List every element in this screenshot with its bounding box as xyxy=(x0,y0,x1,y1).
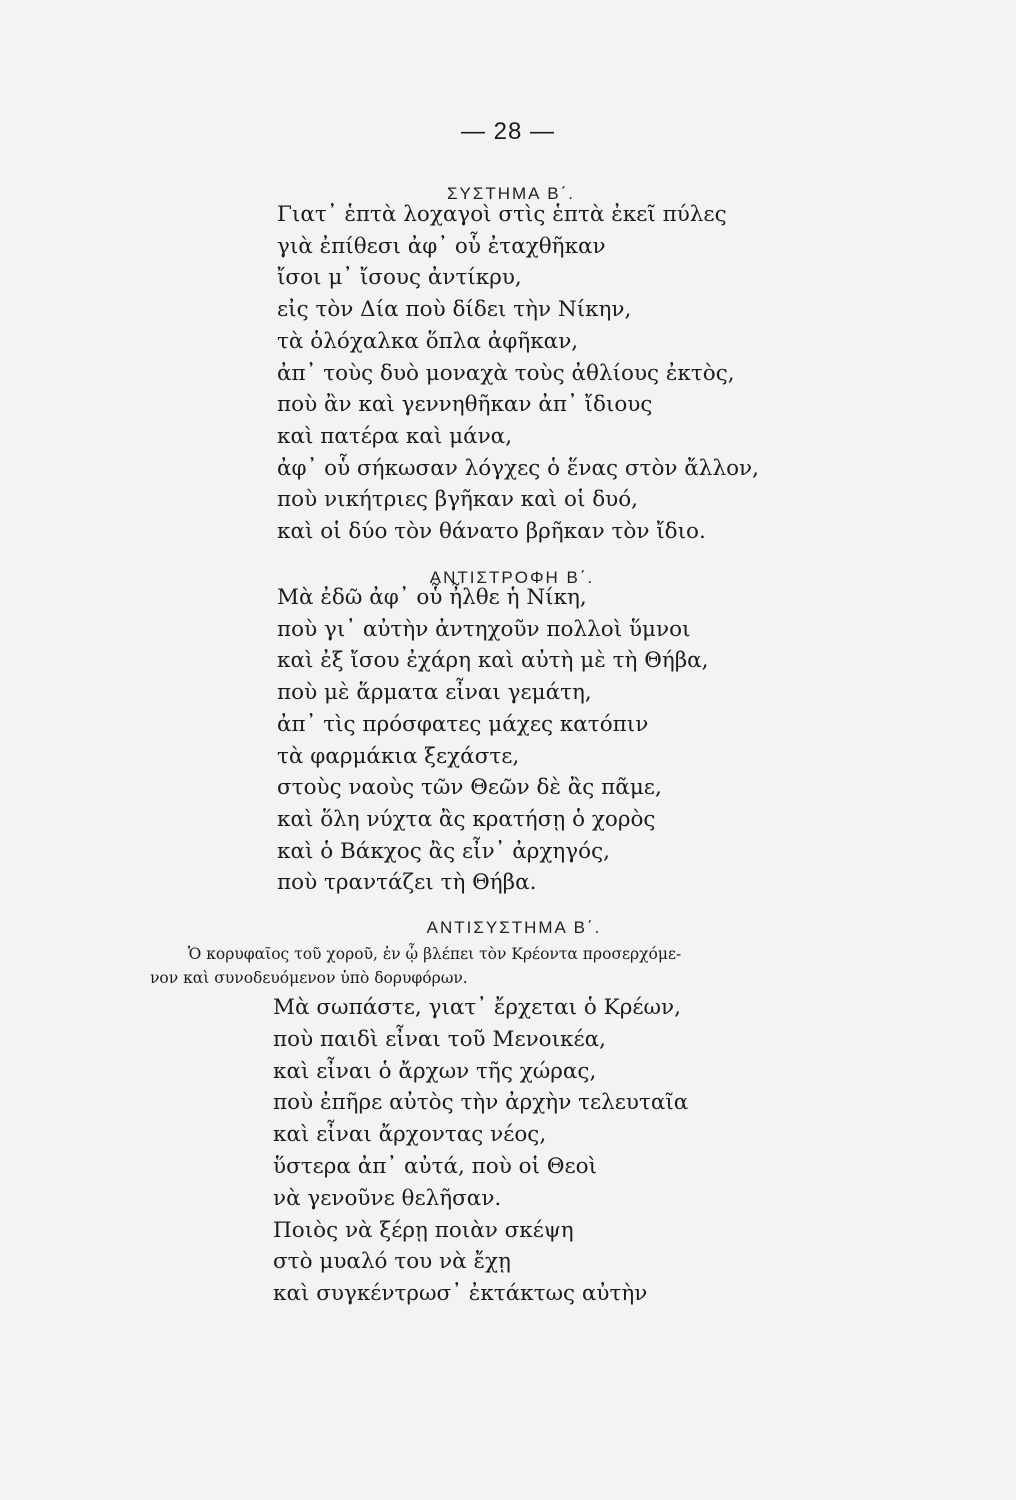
section-heading-systema: ΣΥΣΤΗΜΑ Β΄. xyxy=(446,184,576,203)
verse-line: στὸ μυαλό του νὰ ἔχῃ xyxy=(273,1249,511,1275)
verse-line: ἀφ᾿ οὗ σήκωσαν λόγχες ὁ ἕνας στὸν ἄλλον, xyxy=(277,455,759,481)
verse-line: γιὰ ἐπίθεσι ἀφ᾿ οὗ ἐταχθῆκαν xyxy=(277,233,606,259)
section-heading-antistrophe: ΑΝΤΙΣΤΡΟΦΗ Β΄. xyxy=(429,568,595,587)
verse-line: ὕστερα ἀπ᾿ αὐτά, ποὺ οἱ Θεοὶ xyxy=(273,1153,598,1179)
verse-line: ποὺ παιδὶ εἶναι τοῦ Μενοικέα, xyxy=(273,1026,606,1052)
verse-line: καὶ πατέρα καὶ μάνα, xyxy=(277,423,513,449)
verse-line: καὶ οἱ δύο τὸν θάνατο βρῆκαν τὸν ἴδιο. xyxy=(277,519,706,545)
verse-line: ποὺ γι᾿ αὐτὴν ἀντηχοῦν πολλοὶ ὕμνοι xyxy=(277,616,691,642)
stage-direction-line: Ὁ κορυφαῖος τοῦ χοροῦ, ἐν ᾧ βλέπει τὸν Κρέοντα προσερχόμε- xyxy=(188,945,682,963)
verse-line: Ποιὸς νὰ ξέρῃ ποιὰν σκέψη xyxy=(273,1217,574,1243)
verse-line: καὶ εἶναι ὁ ἄρχων τῆς χώρας, xyxy=(273,1058,597,1084)
section-heading-antisystema: ΑΝΤΙΣΥΣΤΗΜΑ Β΄. xyxy=(426,918,602,937)
verse-block-systema xyxy=(277,199,759,548)
verse-block-antisystema xyxy=(273,992,688,1310)
verse-line: νὰ γενοῦνε θελῆσαν. xyxy=(273,1185,502,1211)
verse-line: καὶ εἶναι ἄρχοντας νέος, xyxy=(273,1122,547,1148)
verse-line: ἀπ᾿ τοὺς δυὸ μοναχὰ τοὺς ἀθλίους ἐκτὸς, xyxy=(277,360,735,386)
verse-line: Μὰ ἐδῶ ἀφ᾿ οὗ ἦλθε ἡ Νίκη, xyxy=(277,585,587,610)
verse-line: ποὺ ἐπῆρε αὐτὸς τὴν ἀρχὴν τελευταῖα xyxy=(273,1090,689,1116)
verse-line: ποὺ μὲ ἅρματα εἶναι γεμάτη, xyxy=(277,680,592,706)
verse-line: εἰς τὸν Δία ποὺ δίδει τὴν Νίκην, xyxy=(277,297,632,323)
verse-block-antistrophe xyxy=(277,582,709,899)
verse-line: ἴσοι μ᾿ ἴσους ἀντίκρυ, xyxy=(277,265,522,291)
verse-line: καὶ συγκέντρωσ᾿ ἐκτάκτως αὐτὴν xyxy=(273,1281,648,1307)
verse-line: ποὺ ἂν καὶ γεννηθῆκαν ἀπ᾿ ἴδιους xyxy=(277,392,653,418)
verse-line: τὰ φαρμάκια ξεχάστε, xyxy=(277,743,520,769)
page-number: — 28 — xyxy=(460,118,556,145)
verse-line: Μὰ σωπάστε, γιατ᾿ ἔρχεται ὁ Κρέων, xyxy=(273,995,681,1020)
stage-direction xyxy=(150,942,870,990)
verse-line: Γιατ᾿ ἑπτὰ λοχαγοὶ στὶς ἑπτὰ ἐκεῖ πύλες xyxy=(277,202,727,227)
verse-line: τὰ ὁλόχαλκα ὅπλα ἀφῆκαν, xyxy=(277,328,579,354)
stage-direction-line: νον καὶ συνοδευόμενον ὑπὸ δορυφόρων. xyxy=(150,969,468,987)
verse-line: ποὺ τραντάζει τὴ Θήβα. xyxy=(277,870,537,896)
verse-line: στοὺς ναοὺς τῶν Θεῶν δὲ ἂς πᾶμε, xyxy=(277,775,662,801)
verse-line: ποὺ νικήτριες βγῆκαν καὶ οἱ δυό, xyxy=(277,487,639,513)
verse-line: καὶ ὅλη νύχτα ἂς κρατήσῃ ὁ χορὸς xyxy=(277,806,656,832)
verse-line: καὶ ἐξ ἴσου ἐχάρη καὶ αὐτὴ μὲ τὴ Θήβα, xyxy=(277,648,709,674)
verse-line: καὶ ὁ Βάκχος ἂς εἶν᾿ ἀρχηγός, xyxy=(277,838,610,864)
verse-line: ἀπ᾿ τὶς πρόσφατες μάχες κατόπιν xyxy=(277,711,649,737)
